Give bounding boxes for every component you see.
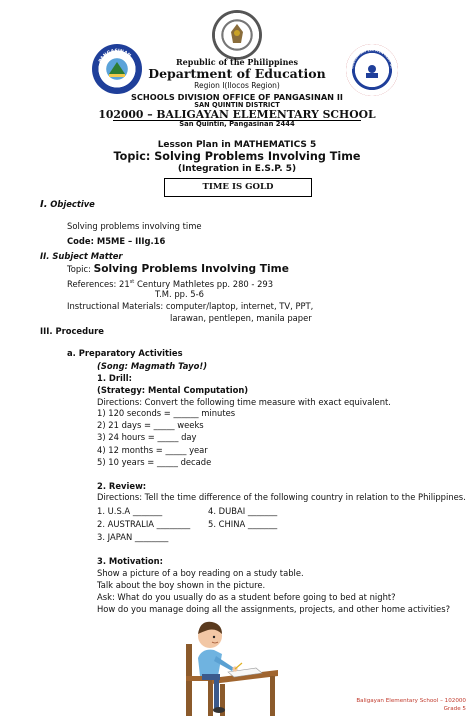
school-name: 102000 – BALIGAYAN ELEMENTARY SCHOOL bbox=[98, 108, 376, 121]
references-sup: st bbox=[129, 279, 135, 285]
motivation-line: Talk about the boy shown in the picture. bbox=[97, 580, 266, 590]
song-label: (Song: Magmath Tayo!) bbox=[97, 361, 208, 371]
review-item: 5. CHINA _______ bbox=[208, 519, 278, 529]
district-label: SAN QUINTIN DISTRICT bbox=[194, 101, 280, 109]
left-seal-text: PANGASINAN bbox=[98, 48, 132, 64]
footer bbox=[356, 697, 466, 713]
topic-title: Topic: Solving Problems Involving Time bbox=[113, 150, 361, 163]
objective-heading-num: I. bbox=[40, 199, 48, 210]
right-seal-text: BALIGAYAN ELEMENTARY SC bbox=[350, 47, 394, 70]
footer-grade: Grade 5 bbox=[443, 706, 466, 712]
preparatory-heading: a. Preparatory Activities bbox=[67, 348, 183, 358]
republic-label: Republic of the Philippines bbox=[175, 57, 298, 67]
deped-seal-text: KAGAWARAN NG EDUKA bbox=[216, 13, 259, 36]
drill-item: 4) 12 months = _____ year bbox=[97, 445, 208, 455]
boy-studying-illustration bbox=[172, 614, 280, 718]
review-item: 4. DUBAI _______ bbox=[208, 506, 278, 516]
subject-matter-heading: II. Subject Matter bbox=[40, 251, 123, 261]
topic-label: Topic: bbox=[67, 264, 91, 274]
references-rest: Century Mathletes pp. 280 - 293 bbox=[136, 278, 274, 289]
drill-strategy: (Strategy: Mental Computation) bbox=[97, 385, 249, 395]
objective-code bbox=[67, 236, 165, 247]
code-label: Code: bbox=[67, 236, 94, 246]
drill-heading: 1. Drill: bbox=[97, 373, 132, 383]
deped-seal-icon bbox=[212, 10, 262, 60]
drill-item: 2) 21 days = _____ weeks bbox=[97, 420, 204, 430]
integration-label: (Integration in E.S.P. 5) bbox=[177, 164, 297, 174]
school-address: San Quintin, Pangasinan 2444 bbox=[179, 120, 295, 128]
drill-item: 3) 24 hours = _____ day bbox=[97, 432, 197, 442]
materials-line-1: Instructional Materials: computer/laptop, internet, TV, PPT, bbox=[67, 301, 314, 311]
materials-line-2: larawan, pentlepen, manila paper bbox=[170, 313, 312, 323]
review-heading: 2. Review: bbox=[97, 481, 147, 491]
region-label: Region I(Ilocos Region) bbox=[194, 81, 280, 90]
lesson-plan-title: Lesson Plan in MATHEMATICS 5 bbox=[157, 140, 317, 150]
motivation-line: Ask: What do you usually do as a student before going to bed at night? bbox=[97, 592, 396, 602]
references-line bbox=[67, 277, 273, 290]
drill-directions: Directions: Convert the following time measure with exact equivalent. bbox=[97, 397, 391, 407]
left-seal-year: 1995 bbox=[111, 83, 123, 88]
motivation-heading: 3. Motivation: bbox=[97, 556, 163, 566]
subject-topic-line bbox=[67, 263, 289, 275]
division-label: SCHOOLS DIVISION OFFICE OF PANGASINAN II bbox=[131, 92, 343, 102]
objective-text: Solving problems involving time bbox=[67, 221, 202, 231]
procedure-heading: III. Procedure bbox=[40, 326, 104, 336]
objective-heading bbox=[40, 199, 95, 210]
department-title: Department of Education bbox=[148, 66, 326, 81]
topic-value: Solving Problems Involving Time bbox=[93, 263, 289, 275]
title-box-label: TIME IS GOLD bbox=[202, 182, 274, 192]
drill-item: 1) 120 seconds = ______ minutes bbox=[97, 408, 236, 418]
footer-school: Baligayan Elementary School – 102000 bbox=[356, 698, 466, 704]
review-directions: Directions: Tell the time difference of the following country in relation to the Philippines. bbox=[97, 492, 466, 502]
review-item: 2. AUSTRALIA ________ bbox=[97, 519, 191, 529]
title-box bbox=[164, 178, 312, 197]
code-value: M5ME – IIIg.16 bbox=[96, 236, 166, 246]
objective-heading-text: Objective bbox=[50, 199, 95, 209]
drill-item: 5) 10 years = _____ decade bbox=[97, 457, 212, 467]
review-item: 1. U.S.A _______ bbox=[97, 506, 163, 516]
teachers-manual: T.M. pp. 5-6 bbox=[155, 289, 204, 299]
references-label: References: 21 bbox=[67, 278, 130, 289]
motivation-line: Show a picture of a boy reading on a study table. bbox=[97, 568, 304, 578]
review-item: 3. JAPAN ________ bbox=[97, 532, 169, 542]
motivation-line: How do you manage doing all the assignments, projects, and other home activities? bbox=[97, 604, 451, 614]
